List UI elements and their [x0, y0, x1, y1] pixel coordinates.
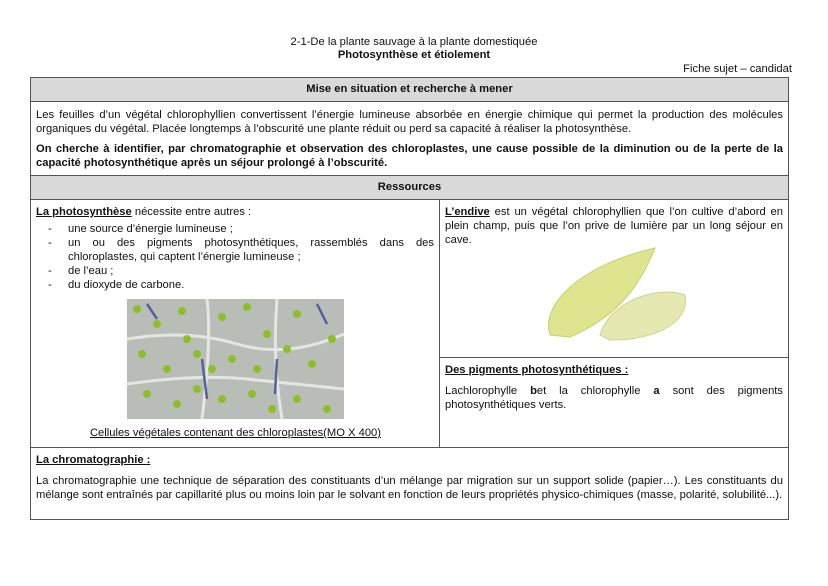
chromatography-text: La chromatographie une technique de séparation des constituants d’un mélange par migration sur un support solide (papier…). Les constituants du mélange sont entraînés par capillarité plus ou moins loin par le solvant en fonction de leurs propriétés physico-chimiques (masse, polarité, solubilité...). — [36, 475, 783, 501]
pigments-text: et la chlorophylle — [536, 385, 654, 397]
endive-text: est un végétal chlorophyllien que l’on cultive d’abord en plein champ, puis que l’on prive de lumière par un long séjour en cave. — [445, 206, 783, 246]
list-item: - un ou des pigments photosynthétiques, rassemblés dans des chloroplastes, qui captent l’énergie lumineuse ; — [36, 236, 434, 264]
document-table — [30, 77, 789, 520]
endive-cell — [440, 200, 788, 358]
situation-heading: Mise en situation et recherche à mener — [31, 78, 788, 102]
situation-task: On cherche à identifier, par chromatographie et observation des chloroplastes, une cause possible de la diminution ou de la perte de la capacité photosynthétique après un séjour prolongé à l’obscurité. — [36, 143, 783, 169]
chromatography-title: La chromatographie : — [36, 454, 151, 466]
list-item: - du dioxyde de carbone. — [36, 278, 434, 292]
photosynthesis-cell — [31, 200, 440, 447]
pigment-b: b — [530, 385, 537, 397]
page-title: Photosynthèse et étiolement — [337, 49, 491, 61]
list-item: - de l’eau ; — [36, 264, 434, 278]
pigments-title: Des pigments photosynthétiques : — [445, 364, 629, 376]
pigments-text: sont des pigments photosynthétiques verts. — [445, 385, 783, 411]
pigments-cell — [440, 358, 788, 446]
sheet-label: Fiche sujet – candidat — [683, 63, 792, 75]
photosynthesis-title: La photosynthèse — [36, 206, 132, 218]
endive-image — [540, 245, 700, 345]
situation-paragraph: Les feuilles d’un végétal chlorophyllien convertissent l’énergie lumineuse absorbée en énergie chimique qui permet la production des molécules organiques du végétal. Placée longtemps à l’obscurité une plante réduit ou perd sa capacité à réaliser la photosynthèse. — [36, 109, 783, 135]
chromatography-cell — [31, 448, 788, 519]
endive-title: L’endive — [445, 206, 490, 218]
pigment-a: a — [653, 385, 660, 397]
photosynthesis-intro: nécessite entre autres : — [131, 206, 252, 218]
pigments-text: Lachlorophylle — [445, 385, 531, 397]
micrograph-caption: Cellules végétales contenant des chloroplastes(MO X 400) — [89, 427, 382, 439]
resources-heading: Ressources — [31, 176, 788, 200]
list-item: - une source d’énergie lumineuse ; — [36, 222, 434, 236]
chapter-title: 2-1-De la plante sauvage à la plante domestiquée — [290, 36, 538, 48]
chloroplast-micrograph — [127, 299, 344, 419]
requirements-list — [36, 222, 434, 292]
